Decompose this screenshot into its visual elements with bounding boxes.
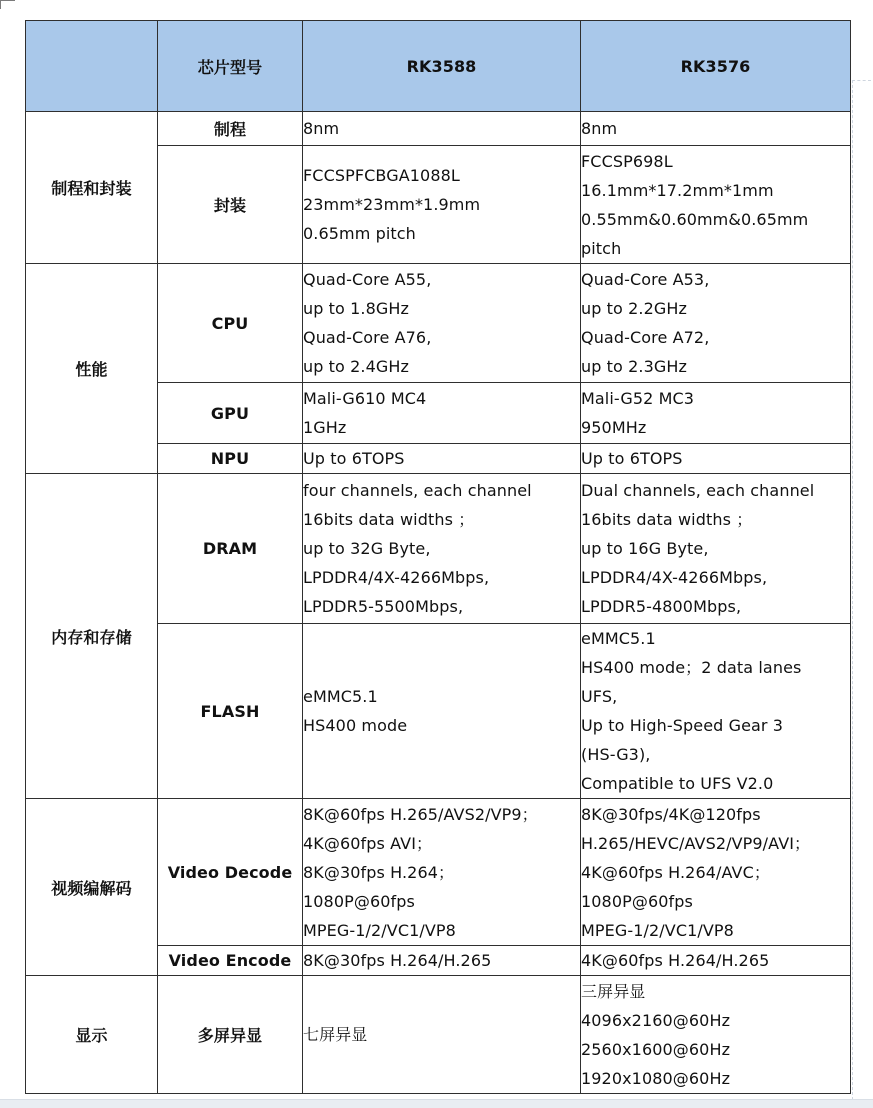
chip-comparison-table bbox=[25, 20, 851, 1094]
value-rk3576-npu bbox=[581, 444, 851, 474]
value-rk3576-video-decode bbox=[581, 799, 851, 946]
value-line: up to 16G Byte, bbox=[581, 539, 709, 558]
value-line: 1GHz bbox=[303, 418, 347, 437]
value-rk3588-video-decode bbox=[303, 799, 581, 946]
table-row bbox=[26, 474, 851, 624]
value-line: 2560x1600@60Hz bbox=[581, 1039, 731, 1059]
table-row bbox=[26, 799, 851, 946]
value-line: (HS-G3), bbox=[581, 745, 651, 764]
sub-cpu: CPU bbox=[158, 264, 303, 383]
value-line: up to 2.2GHz bbox=[581, 299, 688, 318]
sub-multi-display: 多屏异显 bbox=[158, 976, 303, 1094]
value-rk3588-cpu bbox=[303, 264, 581, 383]
value-line: four channels, each channel bbox=[303, 481, 532, 500]
value-line: 1920x1080@60Hz bbox=[581, 1068, 731, 1088]
sub-gpu: GPU bbox=[158, 383, 303, 444]
value-rk3588-multi-display bbox=[303, 976, 581, 1094]
category-video-codec: 视频编解码 bbox=[26, 799, 158, 976]
value-rk3588-process bbox=[303, 112, 581, 146]
value-line: Compatible to UFS V2.0 bbox=[581, 774, 774, 793]
value-line: 8K@30fps H.264； bbox=[303, 862, 455, 882]
value-line: 8nm bbox=[303, 119, 340, 138]
value-line: 950MHz bbox=[581, 418, 647, 437]
value-line: Up to 6TOPS bbox=[581, 449, 683, 468]
value-line: LPDDR4/4X-4266Mbps, bbox=[581, 568, 768, 587]
sub-dram: DRAM bbox=[158, 474, 303, 624]
header-chip-rk3576: RK3576 bbox=[581, 21, 851, 112]
sub-video-decode: Video Decode bbox=[158, 799, 303, 946]
header-model-label: 芯片型号 bbox=[158, 21, 303, 112]
value-line: up to 32G Byte, bbox=[303, 539, 431, 558]
value-line: eMMC5.1 bbox=[581, 629, 656, 648]
value-line: Quad-Core A76, bbox=[303, 328, 432, 347]
category-display: 显示 bbox=[26, 976, 158, 1094]
table-row bbox=[26, 112, 851, 146]
sub-npu: NPU bbox=[158, 444, 303, 474]
value-line: 4K@60fps H.264/AVC； bbox=[581, 862, 770, 882]
value-rk3576-package bbox=[581, 146, 851, 264]
header-row bbox=[26, 21, 851, 112]
table-row bbox=[26, 976, 851, 1094]
corner-crop-mark bbox=[0, 0, 15, 9]
sub-process: 制程 bbox=[158, 112, 303, 146]
sub-flash: FLASH bbox=[158, 624, 303, 799]
value-line: UFS, bbox=[581, 687, 618, 706]
value-rk3588-npu bbox=[303, 444, 581, 474]
value-rk3576-dram bbox=[581, 474, 851, 624]
value-line: Quad-Core A53, bbox=[581, 270, 710, 289]
value-rk3576-flash bbox=[581, 624, 851, 799]
value-line: 23mm*23mm*1.9mm bbox=[303, 195, 481, 214]
value-line: 4K@60fps H.264/H.265 bbox=[581, 951, 770, 970]
value-line: H.265/HEVC/AVS2/VP9/AVI； bbox=[581, 833, 811, 853]
value-rk3576-process bbox=[581, 112, 851, 146]
value-rk3588-flash bbox=[303, 624, 581, 799]
category-memory-storage: 内存和存储 bbox=[26, 474, 158, 799]
value-line: LPDDR5-5500Mbps, bbox=[303, 597, 464, 616]
value-line: 4096x2160@60Hz bbox=[581, 1010, 731, 1030]
value-rk3576-video-encode bbox=[581, 946, 851, 976]
value-line: HS400 mode；2 data lanes bbox=[581, 658, 802, 677]
value-line: 8K@30fps/4K@120fps bbox=[581, 804, 761, 824]
value-line: 16bits data widths ； bbox=[303, 510, 475, 529]
value-line: 8nm bbox=[581, 119, 618, 138]
category-performance: 性能 bbox=[26, 264, 158, 474]
value-line: 1080P@60fps bbox=[581, 891, 693, 911]
header-blank-cell bbox=[26, 21, 158, 112]
value-line: Quad-Core A72, bbox=[581, 328, 710, 347]
header-chip-rk3588: RK3588 bbox=[303, 21, 581, 112]
value-line: Up to 6TOPS bbox=[303, 449, 405, 468]
value-line: Quad-Core A55, bbox=[303, 270, 432, 289]
right-margin-guide bbox=[852, 80, 871, 1100]
category-process-package: 制程和封装 bbox=[26, 112, 158, 264]
value-rk3588-gpu bbox=[303, 383, 581, 444]
value-line: eMMC5.1 bbox=[303, 687, 378, 706]
value-rk3576-multi-display bbox=[581, 976, 851, 1094]
value-rk3588-package bbox=[303, 146, 581, 264]
value-line: 8K@60fps H.265/AVS2/VP9； bbox=[303, 804, 538, 824]
table-row bbox=[26, 264, 851, 383]
value-line: Mali-G52 MC3 bbox=[581, 389, 695, 408]
value-line: MPEG-1/2/VC1/VP8 bbox=[581, 920, 734, 940]
value-line: 0.55mm&0.60mm&0.65mm bbox=[581, 209, 809, 229]
value-line: 1080P@60fps bbox=[303, 891, 415, 911]
value-line: up to 2.4GHz bbox=[303, 357, 410, 376]
value-line: 16bits data widths ； bbox=[581, 510, 753, 529]
value-line: MPEG-1/2/VC1/VP8 bbox=[303, 920, 456, 940]
value-line: up to 1.8GHz bbox=[303, 299, 410, 318]
value-line: 8K@30fps H.264/H.265 bbox=[303, 951, 492, 970]
value-rk3576-gpu bbox=[581, 383, 851, 444]
value-line: Up to High-Speed Gear 3 bbox=[581, 716, 784, 735]
value-line: FCCSP698L bbox=[581, 151, 673, 171]
value-line: 4K@60fps AVI； bbox=[303, 833, 433, 853]
value-line: Dual channels, each channel bbox=[581, 481, 815, 500]
value-line: 16.1mm*17.2mm*1mm bbox=[581, 180, 774, 200]
table-header bbox=[26, 21, 851, 112]
value-rk3576-cpu bbox=[581, 264, 851, 383]
value-line: 0.65mm pitch bbox=[303, 224, 416, 243]
table-body bbox=[26, 112, 851, 1094]
value-line: HS400 mode bbox=[303, 716, 408, 735]
value-rk3588-dram bbox=[303, 474, 581, 624]
value-rk3588-video-encode bbox=[303, 946, 581, 976]
value-line: 三屏异显 bbox=[581, 981, 646, 1001]
sub-package: 封装 bbox=[158, 146, 303, 264]
value-line: Mali-G610 MC4 bbox=[303, 389, 427, 408]
value-line: FCCSPFCBGA1088L bbox=[303, 166, 460, 185]
value-line: up to 2.3GHz bbox=[581, 357, 688, 376]
value-line: pitch bbox=[581, 238, 622, 258]
value-line: LPDDR5-4800Mbps, bbox=[581, 597, 742, 616]
sub-video-encode: Video Encode bbox=[158, 946, 303, 976]
value-line: LPDDR4/4X-4266Mbps, bbox=[303, 568, 490, 587]
value-line: 七屏异显 bbox=[303, 1025, 368, 1044]
